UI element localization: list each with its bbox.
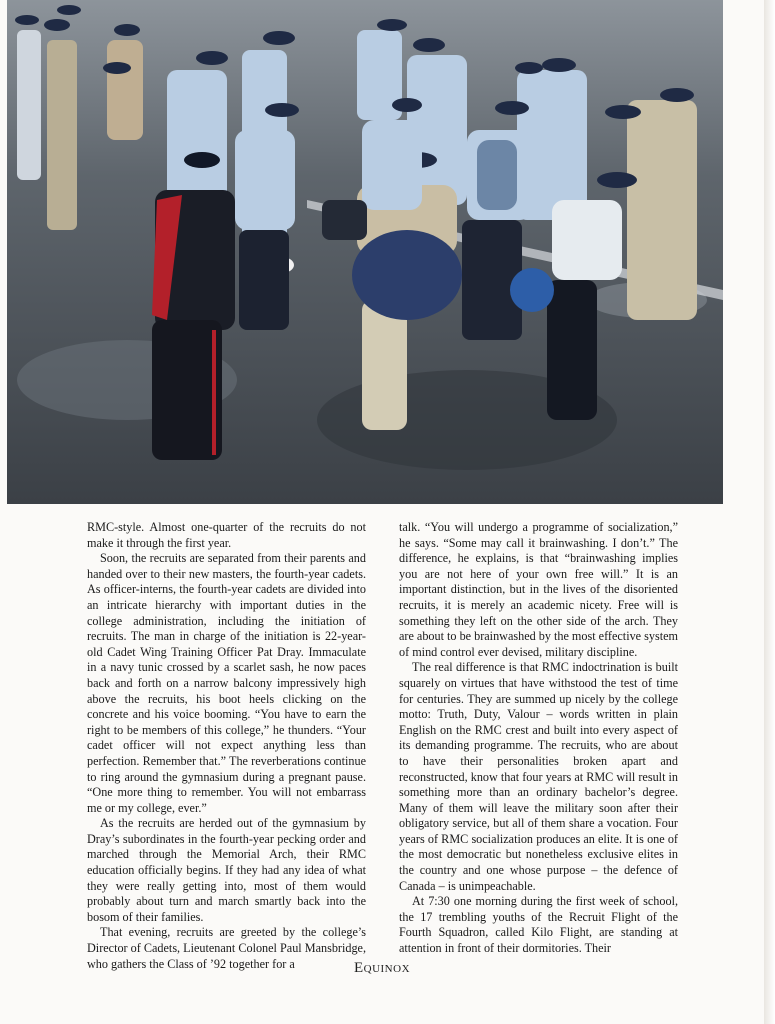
recruits-photo <box>7 0 723 504</box>
article-paragraph: talk. “You will undergo a programme of socialization,” he says. “Some may call it brainwashing. I don’t.” The difference, he explains, is that “brainwashing implies you are not here of your own free will.” It is an important distinction, but in the lives of the disoriented recruits, it is merely an academic nicety. Free will is something they left on the other side of the arch. They are about to be brainwashed by the most effective system of mind control ever devised, military discipline. <box>399 520 678 659</box>
recruits-photo-illustration <box>7 0 723 504</box>
article-column-right <box>399 520 678 957</box>
article-paragraph: At 7:30 one morning during the first week of school, the 17 trembling youths of the Recruit Flight of the Fourth Squadron, called Kilo Flight, are standing at attention in front of their dormitories. Their <box>399 894 678 956</box>
article-paragraph: The real difference is that RMC indoctrination is built squarely on virtues that have withstood the test of time for centuries. They are summed up nicely by the college motto: Truth, Duty, Valour – words written in plain English on the RMC crest and built into every aspect of its demanding programme. The recruits, who are about to have their personalities broken apart and reconstructed, know that four years at RMC will result in something more than an ordinary bachelor’s degree. Many of them will leave the military soon after their obligatory service, but all of them share a vocation. Four years of RMC socialization produces an elite. It is one of the most democratic but nonetheless exclusive elites in the country and one whose purpose – the defence of Canada – is unimpeachable. <box>399 660 678 893</box>
article-paragraph: That evening, recruits are greeted by the college’s Director of Cadets, Lieutenant Colonel Paul Mansbridge, who gathers the Class of ’92 together for a <box>87 925 366 971</box>
article-paragraph: Soon, the recruits are separated from their parents and handed over to their new masters, the fourth-year cadets. As officer-interns, the fourth-year cadets are divided into an intricate hierarchy with important duties in the college administration, including the initiation of recruits. The man in charge of the initiation is 22-year-old Cadet Wing Training Officer Pat Dray. Immaculate in a navy tunic crossed by a scarlet sash, he now paces back and forth on a narrow balcony impressively high above the recruits, his boot heels clicking on the concrete and his voice booming. “You have to earn the right to be members of this college,” he thunders. “Your cadet officer will not expect anything less than perfection. Remember that.” The reverberations continue to ring around the gymnasium during a pregnant pause. “One more thing to remember. You will not embarrass me or my college, ever.” <box>87 551 366 815</box>
article-paragraph: RMC-style. Almost one-quarter of the recruits do not make it through the first year. <box>87 520 366 550</box>
magazine-footer-logo: Equinox <box>353 960 411 976</box>
article-paragraph: As the recruits are herded out of the gymnasium by Dray’s subordinates in the fourth-year pecking order and marched through the Memorial Arch, their RMC education officially begins. If they had any idea of what they were really getting into, most of them would probably about turn and march smartly back into the bosom of their families. <box>87 816 366 924</box>
article-column-left <box>87 520 366 972</box>
page-edge <box>764 0 775 1024</box>
